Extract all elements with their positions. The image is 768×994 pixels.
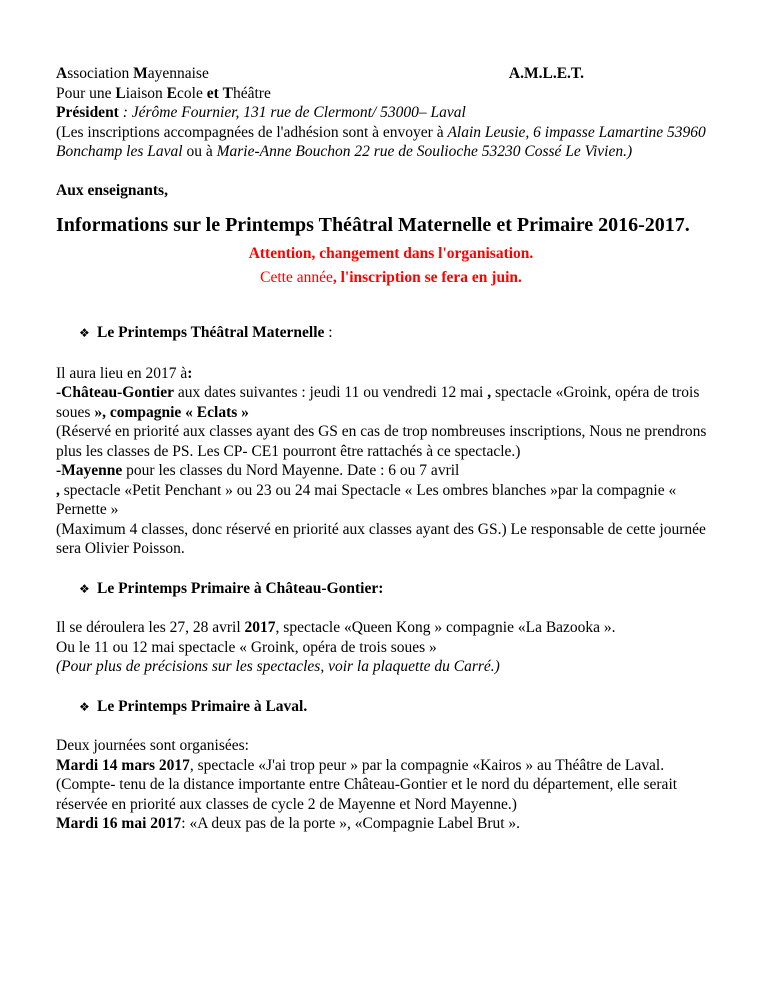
association-name: Association Mayennaise [56, 65, 209, 82]
association-acronym: A.M.L.E.T. [508, 65, 584, 82]
association-subtitle: Pour une Liaison Ecole et Théâtre [56, 84, 271, 102]
inscription-paragraph: (Les inscriptions accompagnées de l'adhésion sont à envoyer à Alain Leusie, 6 impasse Lamartine 53960 Bonchamp les Laval ou à Marie-Anne Bouchon 22 rue de Soulioche 53230 Cossé Le Vivien.) [56, 123, 706, 160]
greeting: Aux enseignants, [56, 181, 168, 199]
association-line [56, 64, 584, 84]
maternelle-note-2: (Maximum 4 classes, donc réservé en priorité aux classes ayant des GS.) Le responsable de cette journée sera Olivier Poisson. [56, 520, 706, 557]
page-title: Informations sur le Printemps Théâtral Maternelle et Primaire 2016-2017. [56, 214, 690, 236]
section-maternelle-heading: ❖ Le Printemps Théâtral Maternelle : [56, 323, 726, 344]
maternelle-note-1: (Réservé en priorité aux classes ayant des GS en cas de trop nombreuses inscriptions, Nous ne prendrons plus les classes de PS. Les CP- CE1 pourront être rattachés à ce spectacle.) [56, 423, 707, 460]
maternelle-intro: Il aura lieu en 2017 à: [56, 364, 193, 382]
primaire-cg-alternative: Ou le 11 ou 12 mai spectacle « Groink, opéra de trois soues » [56, 638, 437, 656]
maternelle-mayenne-spectacle: , spectacle «Petit Penchant » ou 23 ou 24 mai Spectacle « Les ombres blanches »par la compagnie « Pernette » [56, 481, 677, 518]
president-line: Président : Jérôme Fournier, 131 rue de Clermont/ 53000– Laval [56, 104, 466, 121]
notice-line-2: Cette année, l'inscription se fera en juin. [260, 268, 522, 286]
diamond-bullet-icon: ❖ [79, 581, 90, 596]
primaire-laval-day-1: Mardi 14 mars 2017, spectacle «J'ai trop peur » par la compagnie «Kairos » au Théâtre de Laval. (Compte- tenu de la distance importante entre Château-Gontier et le nord du département, elle serait réservée en priorité aux classes de cycle 2 de Mayenne et Nord Mayenne.) [56, 756, 678, 813]
maternelle-mayenne: -Mayenne pour les classes du Nord Mayenne. Date : 6 ou 7 avril [56, 462, 460, 479]
document-page [56, 64, 726, 834]
section-primaire-cg-heading: ❖ Le Printemps Primaire à Château-Gontier: [56, 579, 726, 600]
section-primaire-laval-heading: ❖ Le Printemps Primaire à Laval. [56, 697, 726, 718]
diamond-bullet-icon: ❖ [79, 699, 90, 714]
maternelle-chateau-gontier: -Château-Gontier aux dates suivantes : jeudi 11 ou vendredi 12 mai , spectacle «Groink, opéra de trois soues », compagnie « Eclats » [56, 384, 700, 421]
diamond-bullet-icon: ❖ [79, 326, 90, 340]
primaire-laval-day-2: Mardi 16 mai 2017: «A deux pas de la porte », «Compagnie Label Brut ». [56, 815, 521, 832]
primaire-laval-intro: Deux journées sont organisées: [56, 737, 249, 754]
notice-line-1: Attention, changement dans l'organisation. [248, 245, 534, 262]
primaire-cg-dates: Il se déroulera les 27, 28 avril 2017, spectacle «Queen Kong » compagnie «La Bazooka ». [56, 619, 616, 636]
primaire-cg-note: (Pour plus de précisions sur les spectacles, voir la plaquette du Carré.) [56, 658, 500, 675]
